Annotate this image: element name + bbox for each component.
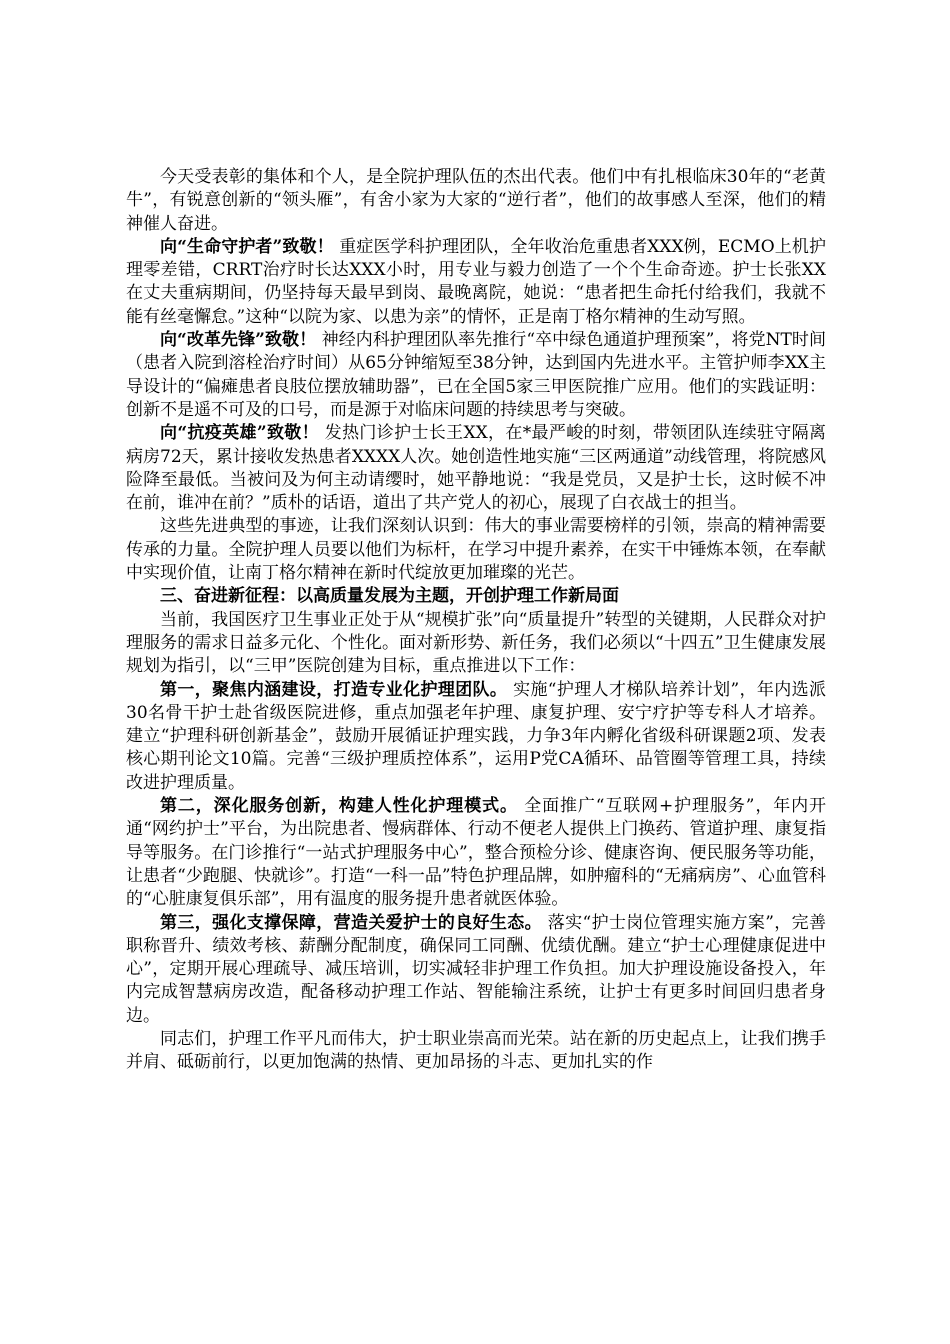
paragraph-epidemic-hero (126, 422, 826, 515)
paragraph-lead: 第一，聚焦内涵建设，打造专业化护理团队。 (160, 679, 508, 700)
paragraph-point-two (126, 795, 826, 911)
paragraph-intro (126, 166, 826, 236)
paragraph-text: 今天受表彰的集体和个人，是全院护理队伍的杰出代表。他们中有扎根临床30年的“老黄牛”，有锐意创新的“领头雁”，有舍小家为大家的“逆行者”，他们的故事感人至深，他们的精神催人奋进。 (126, 167, 826, 234)
paragraph-text: 神经内科护理团队率先推行“卒中绿色通道护理预案”，将党NT时间（患者入院到溶栓治疗时间）从65分钟缩短至38分钟，达到国内先进水平。主管护师李XX主导设计的“偏瘫患者良肢位摆放辅助器”，已在全国5家三甲医院推广应用。他们的实践证明：创新不是遥不可及的口号，而是源于对临床问题的持续思考与突破。 (126, 330, 826, 420)
paragraph-text: 重症医学科护理团队，全年收治危重患者XXX例，ECMO上机护理零差错，CRRT治疗时长达XXX小时，用专业与毅力创造了一个个生命奇迹。护士长张XX在丈夫重病期间，仍坚持每天最早到岗、最晚离院，她说：“患者把生命托付给我们，我就不能有丝毫懈怠。”这种“以院为家、以患为亲”的情怀，正是南丁格尔精神的生动写照。 (126, 236, 826, 327)
paragraph-reform-pioneer (126, 329, 826, 422)
paragraph-text: 当前，我国医疗卫生事业正处于从“规模扩张”向“质量提升”转型的关键期，人民群众对护理服务的需求日益多元化、个性化。面对新形势、新任务，我们必须以“十四五”卫生健康发展规划为指引，以“三甲”医院创建为目标，重点推进以下工作： (126, 609, 826, 677)
paragraph-text: 全面推广“互联网+护理服务”，年内开通“网约护士”平台，为出院患者、慢病群体、行动不便老人提供上门换药、管道护理、康复指导等服务。在门诊推行“一站式护理服务中心”，整合预检分诊、健康咨询、便民服务等功能，让患者“少跑腿、快就诊”。打造“一科一品”特色护理品牌，如肿瘤科的“无痛病房”、心血管科的“心脏康复俱乐部”，用有温度的服务提升患者就医体验。 (126, 796, 827, 910)
paragraph-lead: 向“生命守护者”致敬！ (160, 236, 334, 257)
document-page (126, 166, 826, 1075)
paragraph-closing (126, 1028, 826, 1075)
paragraph-text: 实施“护理人才梯队培养计划”，年内选派30名骨干护士赴省级医院进修，重点加强老年护理、康复护理、安宁疗护等专科人才培养。建立“护理科研创新基金”，鼓励开展循证护理实践，力争3年内孵化省级科研课题2项、发表核心期刊论文10篇。完善“三级护理质控体系”，运用P党CA循环、品管圈等管理工具，持续改进护理质量。 (126, 679, 827, 793)
paragraph-current-situation (126, 609, 826, 679)
paragraph-lead: 第三，强化支撑保障，营造关爱护士的良好生态。 (160, 912, 543, 933)
section-heading: 三、奋进新征程：以高质量发展为主题，开创护理工作新局面 (160, 586, 619, 607)
paragraph-point-three (126, 912, 826, 1028)
paragraph-text: 这些先进典型的事迹，让我们深刻认识到：伟大的事业需要榜样的引领，崇高的精神需要传承的力量。全院护理人员要以他们为标杆，在学习中提升素养，在实干中锤炼本领，在奉献中实现价值，让南丁格尔精神在新时代绽放更加璀璨的光芒。 (126, 516, 826, 584)
paragraph-life-guardian (126, 236, 826, 329)
paragraph-lead: 向“改革先锋”致敬！ (160, 330, 317, 351)
paragraph-text: 发热门诊护士长王XX，在*最严峻的时刻，带领团队连续驻守隔离病房72天，累计接收发热患者XXXX人次。她创造性地实施“三区两通道”动线管理，将院感风险降至最低。当被问及为何主动请缨时，她平静地说：“我是党员，又是护士长，这时候不冲在前，谁冲在前？”质朴的话语，道出了共产党人的初心，展现了白衣战士的担当。 (126, 423, 826, 514)
paragraph-text: 同志们，护理工作平凡而伟大，护士职业崇高而光荣。站在新的历史起点上，让我们携手并肩、砥砺前行，以更加饱满的热情、更加昂扬的斗志、更加扎实的作 (126, 1028, 826, 1073)
paragraph-lead: 第二，深化服务创新，构建人性化护理模式。 (160, 796, 518, 817)
paragraph-lead: 向“抗疫英雄”致敬！ (160, 423, 319, 444)
paragraph-text: 落实“护士岗位管理实施方案”，完善职称晋升、绩效考核、薪酬分配制度，确保同工同酬、优绩优酬。建立“护士心理健康促进中心”，定期开展心理疏导、减压培训，切实减轻非护理工作负担。加大护理设施设备投入，年内完成智慧病房改造，配备移动护理工作站、智能输注系统，让护士有更多时间回归患者身边。 (126, 912, 827, 1026)
paragraph-point-one (126, 679, 826, 795)
paragraph-summary (126, 515, 826, 585)
